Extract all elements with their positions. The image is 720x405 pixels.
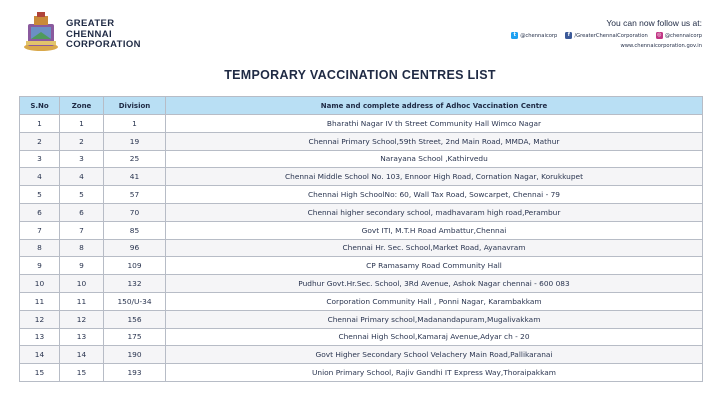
- instagram-handle: @chennaicorp: [664, 32, 702, 39]
- facebook-link[interactable]: [565, 32, 647, 39]
- cell-zone: 10: [60, 275, 104, 293]
- page-header: [0, 0, 720, 60]
- table-row: [20, 292, 703, 310]
- cell-division: 150/U-34: [104, 292, 166, 310]
- table-row: [20, 203, 703, 221]
- org-name-line-2: CHENNAI: [66, 28, 113, 40]
- instagram-icon: ◎: [657, 32, 662, 38]
- cell-zone: 14: [60, 346, 104, 364]
- table-row: [20, 310, 703, 328]
- cell-division: 85: [104, 221, 166, 239]
- social-links-row: [511, 32, 702, 39]
- table-row: [20, 221, 703, 239]
- cell-zone: 11: [60, 292, 104, 310]
- table-row: [20, 346, 703, 364]
- cell-address: Union Primary School, Rajiv Gandhi IT Express Way,Thoraipakkam: [166, 364, 703, 382]
- org-name-line-3: CORPORATION: [66, 39, 141, 50]
- twitter-link[interactable]: [511, 32, 557, 39]
- cell-zone: 6: [60, 203, 104, 221]
- twitter-icon: t: [511, 32, 518, 39]
- cell-division: 70: [104, 203, 166, 221]
- organization-name: [66, 19, 141, 51]
- cell-division: 19: [104, 132, 166, 150]
- cell-division: 193: [104, 364, 166, 382]
- header-address: Name and complete address of Adhoc Vaccination Centre: [166, 97, 703, 115]
- table-row: [20, 257, 703, 275]
- facebook-icon: f: [565, 32, 572, 39]
- cell-sno: 10: [20, 275, 60, 293]
- cell-sno: 13: [20, 328, 60, 346]
- page-title: TEMPORARY VACCINATION CENTRES LIST: [224, 68, 496, 82]
- table-row: [20, 115, 703, 133]
- cell-address: Pudhur Govt.Hr.Sec. School, 3Rd Avenue, Ashok Nagar chennai - 600 083: [166, 275, 703, 293]
- instagram-link[interactable]: [656, 32, 702, 39]
- cell-sno: 6: [20, 203, 60, 221]
- follow-us-text: You can now follow us at:: [606, 18, 702, 28]
- header-division: Division: [104, 97, 166, 115]
- table-header-row: [20, 97, 703, 115]
- cell-division: 25: [104, 150, 166, 168]
- table-row: [20, 364, 703, 382]
- cell-zone: 3: [60, 150, 104, 168]
- cell-address: Chennai High School,Kamaraj Avenue,Adyar ch - 20: [166, 328, 703, 346]
- header-zone: Zone: [60, 97, 104, 115]
- cell-address: Narayana School ,Kathirvedu: [166, 150, 703, 168]
- cell-sno: 9: [20, 257, 60, 275]
- table-row: [20, 275, 703, 293]
- cell-sno: 7: [20, 221, 60, 239]
- cell-address: CP Ramasamy Road Community Hall: [166, 257, 703, 275]
- cell-sno: 12: [20, 310, 60, 328]
- cell-sno: 8: [20, 239, 60, 257]
- cell-division: 132: [104, 275, 166, 293]
- org-name-line-1: GREATER: [66, 18, 115, 29]
- cell-address: Govt Higher Secondary School Velachery Main Road,Pallikaranai: [166, 346, 703, 364]
- cell-division: 41: [104, 168, 166, 186]
- cell-sno: 11: [20, 292, 60, 310]
- cell-zone: 13: [60, 328, 104, 346]
- table-row: [20, 186, 703, 204]
- cell-zone: 5: [60, 186, 104, 204]
- table-row: [20, 150, 703, 168]
- cell-address: Chennai Hr. Sec. School,Market Road, Ayanavram: [166, 239, 703, 257]
- cell-zone: 8: [60, 239, 104, 257]
- cell-address: Govt ITI, M.T.H Road Ambattur,Chennai: [166, 221, 703, 239]
- cell-address: Corporation Community Hall , Ponni Nagar, Karambakkam: [166, 292, 703, 310]
- twitter-handle: @chennaicorp: [520, 32, 558, 39]
- cell-address: Chennai Primary School,59th Street, 2nd Main Road, MMDA, Mathur: [166, 132, 703, 150]
- cell-address: Chennai Primary school,Madanandapuram,Mugalivakkam: [166, 310, 703, 328]
- cell-sno: 4: [20, 168, 60, 186]
- cell-zone: 2: [60, 132, 104, 150]
- cell-sno: 2: [20, 132, 60, 150]
- cell-zone: 7: [60, 221, 104, 239]
- cell-sno: 3: [20, 150, 60, 168]
- cell-division: 57: [104, 186, 166, 204]
- cell-zone: 1: [60, 115, 104, 133]
- corporation-emblem-icon: [22, 10, 60, 52]
- cell-sno: 15: [20, 364, 60, 382]
- cell-address: Chennai higher secondary school, madhavaram high road,Perambur: [166, 203, 703, 221]
- cell-division: 109: [104, 257, 166, 275]
- social-follow-block: [511, 18, 702, 49]
- header-sno: S.No: [20, 97, 60, 115]
- cell-zone: 9: [60, 257, 104, 275]
- cell-division: 190: [104, 346, 166, 364]
- cell-division: 156: [104, 310, 166, 328]
- table-row: [20, 168, 703, 186]
- facebook-handle: /GreaterChennaiCorporation: [574, 32, 648, 39]
- cell-address: Bharathi Nagar IV th Street Community Hall Wimco Nagar: [166, 115, 703, 133]
- cell-division: 1: [104, 115, 166, 133]
- cell-address: Chennai Middle School No. 103, Ennoor High Road, Cornation Nagar, Korukkupet: [166, 168, 703, 186]
- table-row: [20, 132, 703, 150]
- cell-sno: 14: [20, 346, 60, 364]
- vaccination-centres-table: [19, 96, 703, 382]
- cell-division: 96: [104, 239, 166, 257]
- cell-address: Chennai High SchoolNo: 60, Wall Tax Road, Sowcarpet, Chennai - 79: [166, 186, 703, 204]
- cell-zone: 15: [60, 364, 104, 382]
- cell-sno: 5: [20, 186, 60, 204]
- cell-sno: 1: [20, 115, 60, 133]
- cell-zone: 12: [60, 310, 104, 328]
- website-link[interactable]: www.chennaicorporation.gov.in: [620, 43, 702, 49]
- cell-division: 175: [104, 328, 166, 346]
- table-row: [20, 239, 703, 257]
- cell-zone: 4: [60, 168, 104, 186]
- table-row: [20, 328, 703, 346]
